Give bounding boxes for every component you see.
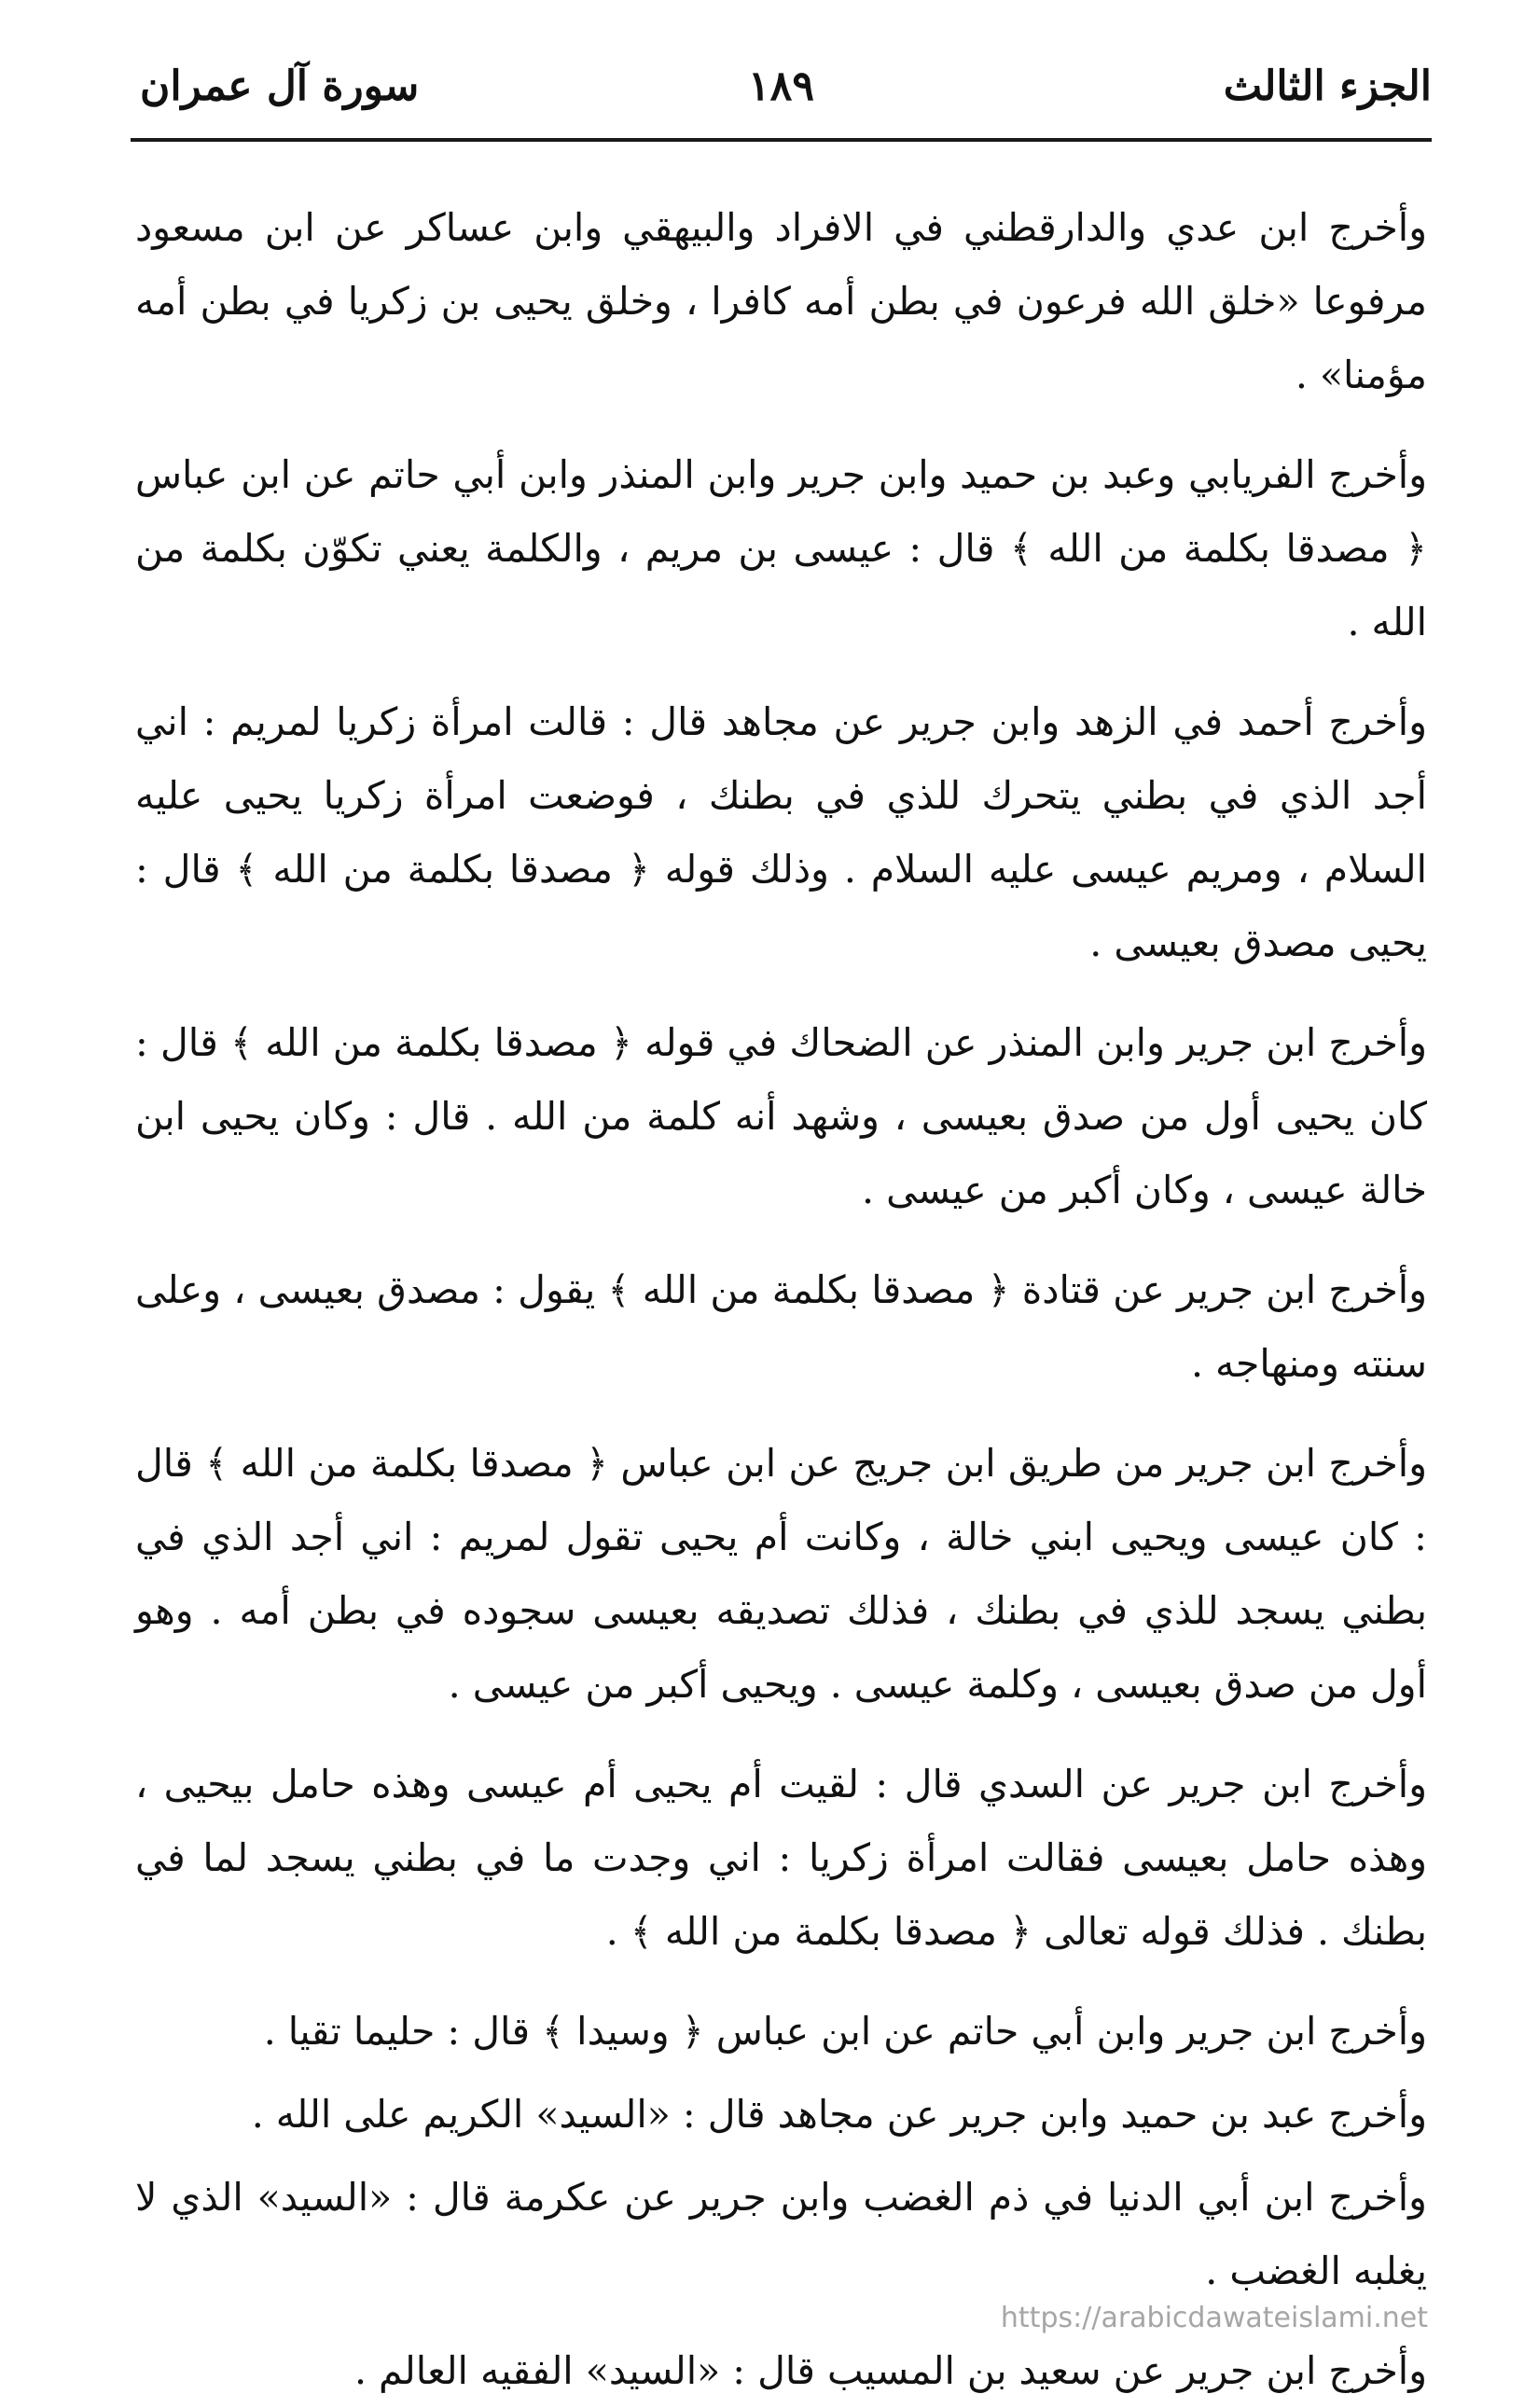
paragraph: وأخرج ابن جرير وابن المنذر عن الضحاك في قوله ﴿ مصدقا بكلمة من الله ﴾ قال : كان يحيى أول من صدق بعيسى ، وشهد أنه كلمة من الله . قال : وكان يحيى ابن خالة عيسى ، وكان أكبر من عيسى . (135, 1020, 1427, 1212)
paragraph: وأخرج ابن جرير عن قتادة ﴿ مصدقا بكلمة من الله ﴾ يقول : مصدق بعيسى ، وعلى سنته ومنهاجه . (135, 1267, 1427, 1386)
paragraph: وأخرج ابن جرير عن السدي قال : لقيت أم يحيى أم عيسى وهذه حامل بيحيى ، وهذه حامل بعيسى فقالت امرأة زكريا : اني وجدت ما في بطني يسجد لما في بطنك . فذلك قوله تعالى ﴿ مصدقا بكلمة من الله ﴾ . (135, 1762, 1427, 1954)
paragraph: وأخرج ابن جرير من طريق ابن جريج عن ابن عباس ﴿ مصدقا بكلمة من الله ﴾ قال : كان عيسى ويحيى ابني خالة ، وكانت أم يحيى تقول لمريم : اني أجد الذي في بطني يسجد للذي في بطنك ، فذلك تصديقه بعيسى سجوده في بطن أمه . وهو أول من صدق بعيسى ، وكلمة عيسى . ويحيى أكبر من عيسى . (135, 1441, 1427, 1707)
paragraph: وأخرج أحمد في الزهد وابن جرير عن مجاهد قال : قالت امرأة زكريا لمريم : اني أجد الذي في بطني يتحرك للذي في بطنك ، فوضعت امرأة زكريا يحيى عليه السلام ، ومريم عيسى عليه السلام . وذلك قوله ﴿ مصدقا بكلمة من الله ﴾ قال : يحيى مصدق بعيسى . (135, 699, 1427, 965)
part-label: الجزء الثالث (1223, 62, 1432, 110)
paragraph: وأخرج ابن جرير عن سعيد بن المسيب قال : «السيد» الفقيه العالم . (353, 2348, 1427, 2393)
paragraph: وأخرج الفريابي وعبد بن حميد وابن جرير وابن المنذر وابن أبي حاتم عن ابن عباس ﴿ مصدقا بكلمة من الله ﴾ قال : عيسى بن مريم ، والكلمة يعني تكوّن بكلمة من الله . (135, 452, 1427, 644)
header-divider (131, 138, 1432, 142)
paragraph: وأخرج عبد بن حميد وابن جرير عن مجاهد قال : «السيد» الكريم على الله . (251, 2092, 1427, 2137)
paragraph: وأخرج ابن عدي والدارقطني في الافراد والبيهقي وابن عساكر عن ابن مسعود مرفوعا «خلق الله فرعون في بطن أمه كافرا ، وخلق يحيى بن زكريا في بطن أمه مؤمنا» . (135, 205, 1427, 397)
surah-label: سورة آل عمران (140, 62, 420, 110)
paragraph: وأخرج ابن أبي الدنيا في ذم الغضب وابن جرير عن عكرمة قال : «السيد» الذي لا يغلبه الغضب . (135, 2175, 1427, 2293)
paragraph: وأخرج ابن جرير وابن أبي حاتم عن ابن عباس ﴿ وسيدا ﴾ قال : حليما تقيا . (263, 2009, 1427, 2054)
page-header (131, 51, 1432, 135)
page-number: ١٨٩ (748, 62, 814, 110)
watermark-url: https://arabicdawateislami.net (1000, 2302, 1428, 2334)
